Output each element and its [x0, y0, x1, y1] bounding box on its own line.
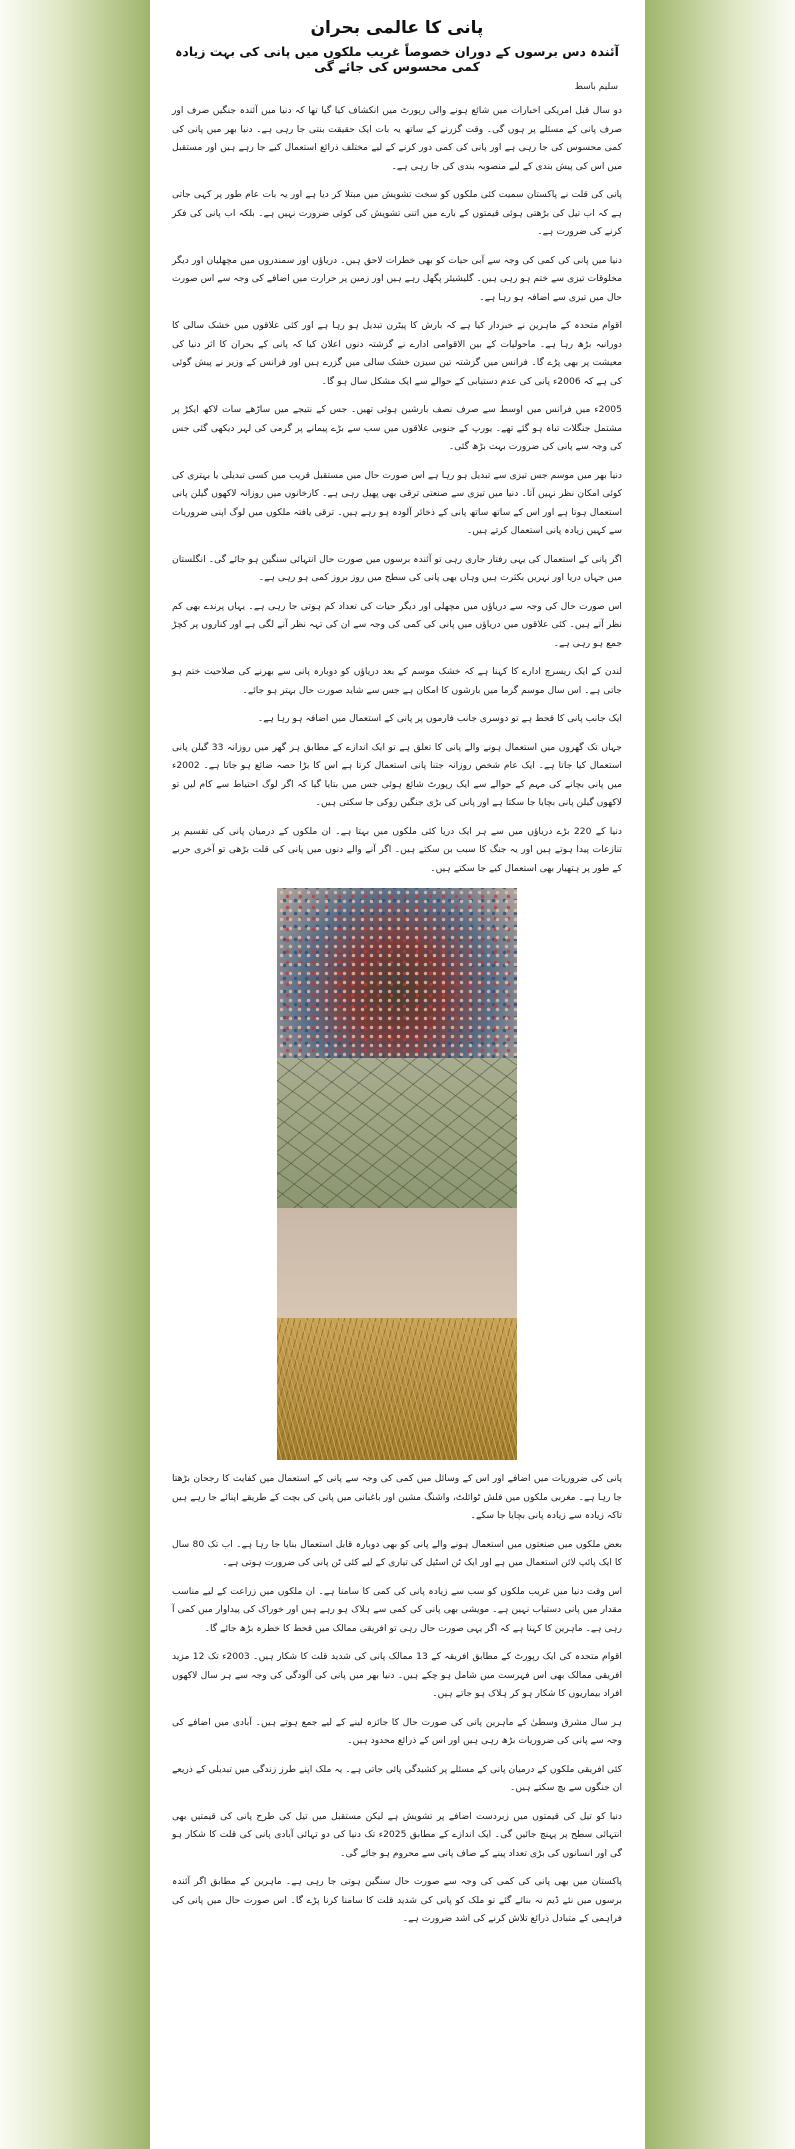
paragraph: دو سال قبل امریکی اخبارات میں شائع ہونے والی رپورٹ میں انکشاف کیا گیا تھا کہ دنیا میں آئندہ جنگیں صرف اور صرف پانی کے مسئلے پر ہوں گی۔ وقت گزرنے کے ساتھ یہ بات ایک حقیقت بنتی جا رہی ہے۔ دنیا بھر میں پانی کی کمی محسوس کی جا رہی ہے اور پانی کی کمی دور کرنے کے لیے مختلف ذرائع استعمال کیے جا رہے ہیں اور مستقبل میں اس کی پیش بندی کے لیے منصوبہ بندی کی جا رہی ہے۔	[172, 105, 622, 172]
paragraph: پاکستان میں بھی پانی کی کمی کی وجہ سے صورت حال سنگین ہوتی جا رہی ہے۔ ماہرین کے مطابق اگر آئندہ برسوں میں نئے ڈیم نہ بنائے گئے تو ملک کو پانی کی شدید قلت کا سامنا کرنا پڑے گا۔ اس صورت حال میں پانی کی فراہمی کے متبادل ذرائع تلاش کرنے کی اشد ضرورت ہے۔	[172, 1876, 622, 1924]
paragraph: دنیا میں پانی کی کمی کی وجہ سے آبی حیات کو بھی خطرات لاحق ہیں۔ دریاؤں اور سمندروں میں مچھلیاں اور دیگر مخلوقات تیزی سے ختم ہو رہی ہیں۔ گلیشیئر پگھل رہے ہیں اور زمین پر حرارت میں اضافے کی وجہ سے اس صورت حال میں تیزی سے اضافہ ہو رہا ہے۔	[172, 254, 622, 303]
author-byline: سلیم باسط	[574, 82, 618, 92]
left-decorative-band	[0, 0, 150, 2149]
paragraph: اگر پانی کے استعمال کی یہی رفتار جاری رہی تو آئندہ برسوں میں صورت حال انتہائی سنگین ہو جائے گی۔ انگلستان میں جہاں دریا اور نہریں بکثرت ہیں وہاں بھی پانی کی سطح میں روز بروز کمی ہو رہی ہے۔	[172, 553, 622, 583]
crowd-texture	[277, 888, 517, 1058]
paragraph: اقوام متحدہ کی ایک رپورٹ کے مطابق افریقہ کے 13 ممالک پانی کی شدید قلت کا شکار ہیں۔ 2003ء تک 12 مزید افریقی ممالک بھی اس فہرست میں شامل ہو چکے ہیں۔ دنیا بھر میں پانی کی آلودگی کی وجہ سے ہر سال لاکھوں افراد بیماریوں کا شکار ہو کر ہلاک ہو جاتے ہیں۔	[172, 1651, 622, 1699]
paragraph: دنیا کے 220 بڑے دریاؤں میں سے ہر ایک دریا کئی ملکوں میں بہتا ہے۔ ان ملکوں کے درمیان پانی کی تقسیم پر تنازعات پیدا ہوتے ہیں اور یہ جنگ کا سبب بن سکتے ہیں۔ اگر آنے والے دنوں میں پانی کی قلت بڑھی تو آخری حربے کے طور پر ہتھیار بھی استعمال کیے جا سکتے ہیں۔	[172, 825, 622, 874]
dry-land-photo	[277, 1208, 517, 1318]
drought-collage-image	[277, 888, 517, 1460]
paragraph: پانی کی قلت نے پاکستان سمیت کئی ملکوں کو سخت تشویش میں مبتلا کر دیا ہے اور یہ بات عام طور پر کہی جاتی ہے کہ اب تیل کی بڑھتی ہوئی قیمتوں کے بارے میں اتنی تشویش کی کوئی ضرورت نہیں ہے۔ بلکہ اب پانی کی فکر کرنے کی ضرورت ہے۔	[172, 189, 622, 237]
paragraph: کئی افریقی ملکوں کے درمیان پانی کے مسئلے پر کشیدگی پائی جاتی ہے۔ یہ ملک اپنے طرز زندگی میں تبدیلی کے ذریعے ان جنگوں سے بچ سکتے ہیں۔	[172, 1763, 622, 1793]
article-subtitle: آئندہ دس برسوں کے دوران خصوصاً غریب ملکوں میں پانی کی بہت زیادہ کمی محسوس کی جائے گی	[175, 44, 619, 74]
paragraph: اقوام متحدہ کے ماہرین نے خبردار کیا ہے کہ بارش کا پیٹرن تبدیل ہو رہا ہے اور کئی علاقوں میں خشک سالی کا دورانیہ بڑھ رہا ہے۔ ماحولیات کے بین الاقوامی ادارے نے گزشتہ دنوں اعلان کیا کہ پانی کے بحران کا اثر دنیا کی معیشت پر بھی پڑے گا۔ فرانس میں گزشتہ تین سیزن خشک سالی میں گزرے ہیں اور فرانس کے وزیر نے پیش گوئی کی ہے کہ 2006ء پانی کی عدم دستیابی کے حوالے سے ایک مشکل سال ہو گا۔	[172, 320, 622, 387]
crack-texture	[277, 1058, 517, 1208]
dry-crop-texture	[277, 1318, 517, 1460]
paragraph: ایک جانب پانی کا قحط ہے تو دوسری جانب فارموں پر پانی کے استعمال میں اضافہ ہو رہا ہے۔	[257, 713, 622, 724]
paragraph: ہر سال مشرق وسطیٰ کے ماہرین پانی کی صورت حال کا جائزہ لینے کے لیے جمع ہوتے ہیں۔ آبادی میں اضافے کی وجہ سے پانی کی ضروریات بڑھ رہی ہیں اور اس کے ذرائع محدود ہیں۔	[172, 1716, 622, 1746]
paragraph: اس صورت حال کی وجہ سے دریاؤں میں مچھلی اور دیگر حیات کی تعداد کم ہوتی جا رہی ہے۔ یہاں پرندے بھی کم نظر آتے ہیں۔ کئی علاقوں میں دریاؤں میں پانی کی کمی کی وجہ سے ان کی تہہ نظر آنے لگی ہے اور کناروں پر کچڑ جمع ہو رہی ہے۔	[172, 600, 622, 649]
paragraph: لندن کے ایک ریسرچ ادارے کا کہنا ہے کہ خشک موسم کے بعد دریاؤں کو دوبارہ پانی سے بھرنے کی صلاحیت ختم ہو جاتی ہے۔ اس سال موسم گرما میں بارشوں کا امکان ہے جس سے شاید صورت حال بہتر ہو جائے۔	[172, 666, 622, 696]
paragraph: جہاں تک گھروں میں استعمال ہونے والے پانی کا تعلق ہے تو ایک اندازے کے مطابق ہر گھر میں روزانہ 33 گیلن پانی استعمال کیا جاتا ہے۔ ایک عام شخص روزانہ جتنا پانی استعمال کرتا ہے اس کا بڑا حصہ ضائع ہو جاتا ہے۔ 2002ء میں پانی بچانے کی مہم کے حوالے سے ایک رپورٹ شائع ہوئی جس میں بتایا گیا کہ اگر لوگ احتیاط سے کام لیں تو لاکھوں گیلن پانی بچایا جا سکتا ہے اور پانی کی بڑی جنگیں روکی جا سکتی ہیں۔	[172, 741, 622, 808]
paragraph: دنیا بھر میں موسم جس تیزی سے تبدیل ہو رہا ہے اس صورت حال میں مستقبل قریب میں کسی تبدیلی یا بہتری کی کوئی امکان نظر نہیں آتا۔ دنیا میں تیزی سے صنعتی ترقی بھی پھیل رہی ہے۔ کارخانوں میں روزانہ لاکھوں گیلن پانی استعمال ہوتا ہے اور اس کے ساتھ ساتھ پانی کے ذخائر آلودہ ہو رہے ہیں۔ ترقی یافتہ ملکوں میں لوگ اپنی ضروریات سے کہیں زیادہ پانی استعمال کرتے ہیں۔	[172, 469, 622, 536]
body-after-image	[172, 1470, 622, 1929]
body-before-image	[172, 102, 622, 878]
article-title: پانی کا عالمی بحران	[310, 18, 484, 38]
paragraph: پانی کی ضروریات میں اضافے اور اس کے وسائل میں کمی کی وجہ سے پانی کے استعمال میں کفایت کا رجحان بڑھتا جا رہا ہے۔ مغربی ملکوں میں فلش ٹوائلٹ، واشنگ مشین اور باغبانی میں پانی کی بچت کے طریقے اپنائے جا رہے ہیں تاکہ زیادہ سے زیادہ پانی بچایا جا سکے۔	[172, 1473, 622, 1521]
paragraph: 2005ء میں فرانس میں اوسط سے صرف نصف بارشیں ہوئی تھیں۔ جس کے نتیجے میں ساڑھے سات لاکھ ایکڑ پر مشتمل جنگلات تباہ ہو گئے تھے۔ یورپ کے جنوبی علاقوں میں سب سے بڑے پیمانے پر گرمی کی لہر دیکھی گئی جس کی وجہ سے پانی کی ضرورت بہت بڑھ گئی۔	[172, 404, 622, 452]
article	[172, 0, 622, 2149]
paragraph: اس وقت دنیا میں غریب ملکوں کو سب سے زیادہ پانی کی کمی کا سامنا ہے۔ ان ملکوں میں زراعت کے لیے مناسب مقدار میں پانی دستیاب نہیں ہے۔ مویشی بھی پانی کی کمی سے ہلاک ہو رہے ہیں اور خوراک کی پیداوار میں کمی آ رہی ہے۔ ماہرین کا کہنا ہے کہ اگر یہی صورت حال رہی تو افریقی ممالک میں قحط کا خطرہ بڑھ جائے گا۔	[172, 1585, 622, 1634]
paragraph: دنیا کو تیل کی قیمتوں میں زبردست اضافے پر تشویش ہے لیکن مستقبل میں تیل کی طرح پانی کی قیمتیں بھی انتہائی سطح پر پہنچ جائیں گی۔ ایک اندازے کے مطابق 2025ء تک دنیا کی دو تہائی آبادی پانی کی قلت کا شکار ہو گی اور انسانوں کی بڑی تعداد پینے کے صاف پانی سے محروم ہو جائے گی۔	[172, 1810, 622, 1859]
paragraph: بعض ملکوں میں صنعتوں میں استعمال ہونے والے پانی کو بھی دوبارہ قابل استعمال بنایا جا رہا ہے۔ اب تک 80 سال کا ایک پائپ لائن استعمال میں ہے اور ایک ٹن اسٹیل کی تیاری کے لیے کئی ٹن پانی کی ضرورت ہوتی ہے۔	[172, 1538, 623, 1568]
right-decorative-band	[645, 0, 795, 2149]
